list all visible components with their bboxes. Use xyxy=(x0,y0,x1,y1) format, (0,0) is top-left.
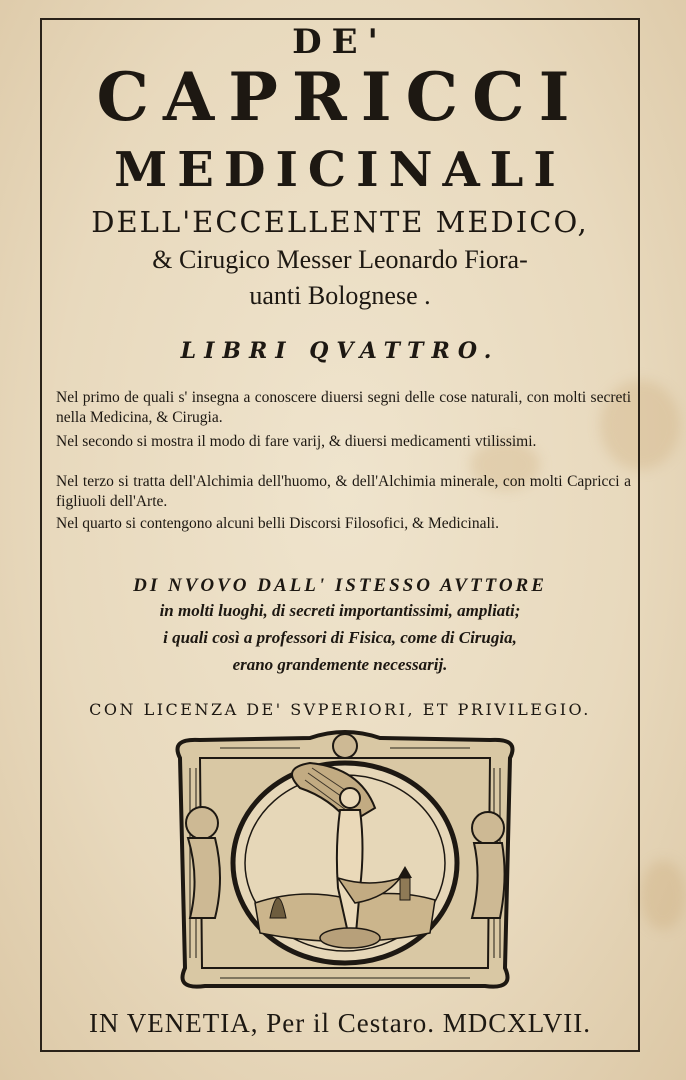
paragraph-book-4: Nel quarto si contengono alcuni belli Discorsi Filosofici, & Medicinali. xyxy=(56,515,499,532)
title-line-2: CAPRICCI xyxy=(96,58,584,136)
title-line-4: DELL'ECCELLENTE MEDICO, xyxy=(91,205,589,239)
note-line-2: in molti luoghi, di secreti importantissimi, ampliati; xyxy=(159,601,521,620)
paragraph-book-1: Nel primo de quali s' insegna a conoscere diuersi segni delle cose naturali, con molti secreti nella Medicina, & Cirugia. xyxy=(56,389,631,426)
printer-device-woodcut-icon xyxy=(160,728,530,998)
author-line-1: & Cirugico Messer Leonardo Fiora- xyxy=(152,245,528,274)
subtitle: LIBRI QVATTRO. xyxy=(180,338,500,364)
author-line-2: uanti Bolognese . xyxy=(249,281,431,310)
paragraph-book-2: Nel secondo si mostra il modo di fare varij, & diuersi medicamenti vtilissimi. xyxy=(56,433,537,450)
license-line: CON LICENZA DE' SVPERIORI, ET PRIVILEGIO. xyxy=(89,700,591,719)
title-line-3: MEDICINALI xyxy=(114,142,566,198)
note-line-1: DI NVOVO DALL' ISTESSO AVTTORE xyxy=(133,575,547,596)
title-line-1: DE' xyxy=(292,22,388,62)
note-line-4: erano grandemente necessarij. xyxy=(232,655,448,674)
imprint-line: IN VENETIA, Per il Cestaro. MDCXLVII. xyxy=(89,1008,591,1038)
paper-stain xyxy=(640,860,686,930)
paragraph-book-3: Nel terzo si tratta dell'Alchimia dell'huomo, & dell'Alchimia minerale, con molti Capricci a figliuoli dell'Arte. xyxy=(56,473,631,510)
note-line-3: i quali così a professori di Fisica, come di Cirugia, xyxy=(163,628,517,647)
